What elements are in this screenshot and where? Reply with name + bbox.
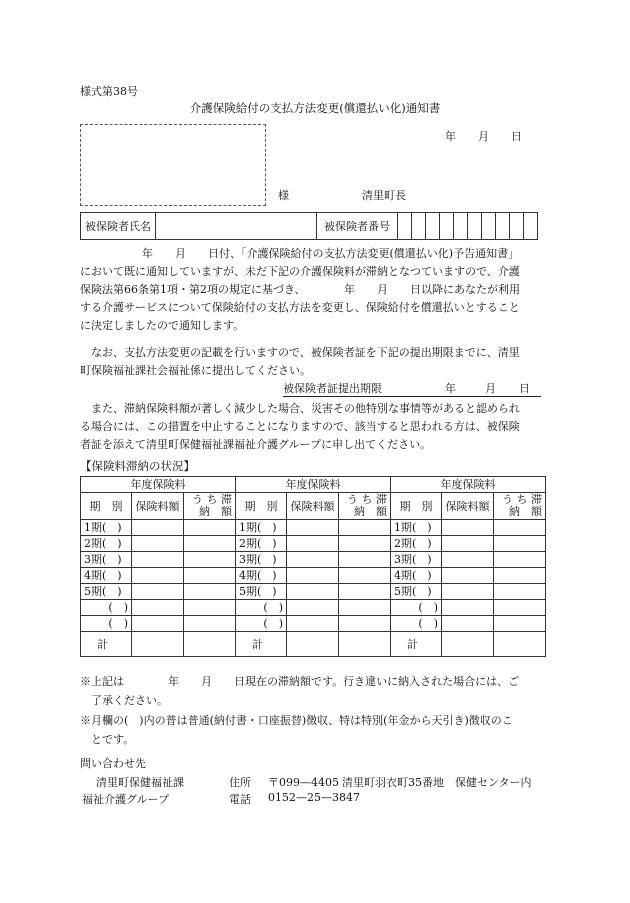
issuer: 清里町長 bbox=[362, 189, 406, 202]
insured-number-box bbox=[398, 213, 412, 240]
premium-amount-cell bbox=[132, 616, 184, 632]
arrears-status-heading: 【保険料滞納の状況】 bbox=[80, 459, 195, 473]
arrears-table bbox=[80, 476, 546, 657]
contact-row-address bbox=[82, 774, 552, 790]
premium-amount-cell bbox=[132, 536, 184, 552]
contact-phone-label: 電話 bbox=[229, 793, 251, 806]
period-cell: 5期( ) bbox=[81, 584, 132, 600]
total-label: 計 bbox=[391, 632, 442, 657]
total-amount-cell bbox=[132, 632, 184, 657]
total-label: 計 bbox=[236, 632, 287, 657]
total-label: 計 bbox=[81, 632, 132, 657]
contact-address-label: 住所 bbox=[229, 776, 251, 789]
fiscal-year-premium-header: 年度保険料 bbox=[391, 477, 546, 493]
arrears-row bbox=[81, 536, 546, 552]
premium-amount-cell bbox=[442, 520, 494, 536]
premium-amount-cell bbox=[442, 568, 494, 584]
unpaid-amount-cell bbox=[184, 616, 236, 632]
submission-deadline bbox=[283, 380, 530, 396]
unpaid-amount-header bbox=[184, 493, 236, 520]
unpaid-amount-cell bbox=[339, 536, 391, 552]
unpaid-amount-cell bbox=[494, 520, 546, 536]
unpaid-header-line-2: 納 額 bbox=[354, 505, 387, 518]
fiscal-year-premium-header: 年度保険料 bbox=[236, 477, 391, 493]
insured-number-box bbox=[426, 213, 440, 240]
contact-phone: 0152—25—3847 bbox=[268, 791, 360, 804]
period-cell: 2期( ) bbox=[236, 536, 287, 552]
form-number: 様式第38号 bbox=[80, 85, 138, 98]
period-cell: 1期( ) bbox=[236, 520, 287, 536]
note-1-line-1: ※上記は 年 月 日現在の滞納額です。行き違いに納入された場合には、ご bbox=[80, 675, 520, 688]
paragraph-line: に決定しましたので通知します。 bbox=[80, 319, 245, 332]
arrears-row bbox=[81, 600, 546, 616]
paragraph-1 bbox=[80, 245, 552, 335]
unpaid-amount-cell bbox=[494, 536, 546, 552]
premium-amount-cell bbox=[287, 536, 339, 552]
period-cell: 5期( ) bbox=[391, 584, 442, 600]
unpaid-amount-cell bbox=[494, 568, 546, 584]
premium-amount-cell bbox=[287, 520, 339, 536]
period-cell: 5期( ) bbox=[236, 584, 287, 600]
premium-amount-header: 保険料額 bbox=[442, 493, 494, 520]
paragraph-line: なお、支払方法変更の記載を行いますので、被保険者証を下記の提出期限までに、清里 bbox=[91, 346, 520, 359]
note-2-line-2: とです。 bbox=[91, 733, 135, 746]
addressee-suffix: 様 bbox=[278, 189, 289, 202]
unpaid-header-line-2: 納 額 bbox=[509, 505, 542, 518]
premium-amount-cell bbox=[132, 584, 184, 600]
insured-number-box bbox=[524, 213, 538, 240]
issue-date-year: 年 bbox=[445, 130, 456, 143]
unpaid-amount-header-text bbox=[494, 494, 545, 518]
total-unpaid-cell bbox=[494, 632, 546, 657]
premium-amount-cell bbox=[287, 568, 339, 584]
deadline-year: 年 bbox=[445, 382, 456, 395]
period-cell: 3期( ) bbox=[81, 552, 132, 568]
contact-department: 清里町保健福祉課 bbox=[96, 776, 184, 789]
unpaid-amount-cell bbox=[339, 616, 391, 632]
paragraph-line: 年 月 日付、「介護保険給付の支払方法変更(償還払い化)予告通知書」 bbox=[142, 247, 520, 260]
paragraph-line: する介護サービスについて保険給付の支払方法を変更し、保険給付を償還払いとすること bbox=[80, 301, 520, 314]
premium-amount-cell bbox=[287, 584, 339, 600]
period-cell: 1期( ) bbox=[81, 520, 132, 536]
period-header: 期 別 bbox=[81, 493, 132, 520]
total-amount-cell bbox=[442, 632, 494, 657]
premium-amount-cell bbox=[132, 552, 184, 568]
deadline-month: 月 bbox=[485, 382, 496, 395]
arrears-row bbox=[81, 520, 546, 536]
issue-date-day: 日 bbox=[511, 130, 522, 143]
arrears-column-header-row bbox=[81, 493, 546, 520]
unpaid-amount-header-text bbox=[339, 494, 390, 518]
insured-number-label: 被保険者番号 bbox=[317, 213, 398, 240]
total-amount-cell bbox=[287, 632, 339, 657]
unpaid-amount-cell bbox=[184, 552, 236, 568]
premium-amount-cell bbox=[442, 584, 494, 600]
unpaid-amount-cell bbox=[339, 600, 391, 616]
arrears-total-row bbox=[81, 632, 546, 657]
premium-amount-cell bbox=[287, 552, 339, 568]
premium-amount-cell bbox=[442, 600, 494, 616]
note-2-line-1: ※月欄の( )内の普は普通(納付書・口座振替)徴収、特は特別(年金から天引き)徴収のこ bbox=[80, 714, 513, 727]
unpaid-amount-cell bbox=[339, 568, 391, 584]
contact-postal-code: 〒099—4405 bbox=[268, 776, 339, 789]
period-cell: ( ) bbox=[391, 600, 442, 616]
unpaid-amount-header bbox=[339, 493, 391, 520]
unpaid-header-line-1: う ち 滞 bbox=[347, 493, 387, 506]
premium-amount-cell bbox=[132, 600, 184, 616]
period-cell: ( ) bbox=[236, 600, 287, 616]
premium-amount-header: 保険料額 bbox=[287, 493, 339, 520]
contact-group: 福祉介護グループ bbox=[82, 793, 170, 806]
period-cell: 4期( ) bbox=[81, 568, 132, 584]
document-title: 介護保険給付の支払方法変更(償還払い化)通知書 bbox=[189, 101, 441, 115]
total-unpaid-cell bbox=[184, 632, 236, 657]
note-1-line-2: 了承ください。 bbox=[91, 694, 168, 707]
unpaid-amount-cell bbox=[339, 520, 391, 536]
deadline-label: 被保険者証提出期限 bbox=[283, 382, 382, 395]
insured-name-field bbox=[156, 213, 317, 240]
unpaid-amount-cell bbox=[184, 520, 236, 536]
insured-number-box bbox=[412, 213, 426, 240]
period-cell: 2期( ) bbox=[81, 536, 132, 552]
period-header: 期 別 bbox=[391, 493, 442, 520]
period-header: 期 別 bbox=[236, 493, 287, 520]
note-1 bbox=[80, 672, 519, 710]
unpaid-amount-cell bbox=[494, 616, 546, 632]
period-cell: 1期( ) bbox=[391, 520, 442, 536]
insured-number-box bbox=[440, 213, 454, 240]
unpaid-amount-cell bbox=[184, 568, 236, 584]
unpaid-amount-cell bbox=[339, 552, 391, 568]
paragraph-line: において既に通知していますが、未だ下記の介護保険料が滞納となつていますので、介護 bbox=[80, 265, 520, 278]
period-cell: 2期( ) bbox=[391, 536, 442, 552]
insured-number-box bbox=[468, 213, 482, 240]
contact-title: 問い合わせ先 bbox=[80, 757, 146, 770]
paragraph-line: る場合には、この措置を中止することになりますので、該当すると思われる方は、被保険 bbox=[80, 420, 520, 433]
unpaid-amount-header bbox=[494, 493, 546, 520]
contact-row-phone bbox=[82, 791, 552, 807]
premium-amount-cell bbox=[287, 616, 339, 632]
insured-number-box bbox=[454, 213, 468, 240]
period-cell: 3期( ) bbox=[236, 552, 287, 568]
period-cell: 3期( ) bbox=[391, 552, 442, 568]
insured-number-box bbox=[496, 213, 510, 240]
unpaid-amount-cell bbox=[184, 584, 236, 600]
unpaid-amount-header-text bbox=[184, 494, 235, 518]
period-cell: ( ) bbox=[81, 600, 132, 616]
period-cell: 4期( ) bbox=[391, 568, 442, 584]
period-cell: 4期( ) bbox=[236, 568, 287, 584]
issue-date-month: 月 bbox=[478, 130, 489, 143]
insured-number-box bbox=[482, 213, 496, 240]
unpaid-amount-cell bbox=[184, 536, 236, 552]
total-unpaid-cell bbox=[339, 632, 391, 657]
premium-amount-cell bbox=[132, 568, 184, 584]
unpaid-amount-cell bbox=[494, 584, 546, 600]
unpaid-header-line-2: 納 額 bbox=[199, 505, 232, 518]
unpaid-header-line-1: う ち 滞 bbox=[502, 493, 542, 506]
unpaid-header-line-1: う ち 滞 bbox=[192, 493, 232, 506]
premium-amount-cell bbox=[442, 536, 494, 552]
fiscal-year-premium-header: 年度保険料 bbox=[81, 477, 236, 493]
arrears-row bbox=[81, 568, 546, 584]
premium-amount-cell bbox=[442, 552, 494, 568]
premium-amount-cell bbox=[132, 520, 184, 536]
period-cell: ( ) bbox=[236, 616, 287, 632]
premium-amount-cell bbox=[442, 616, 494, 632]
paragraph-line: 町保険福祉課社会福祉係に提出してください。 bbox=[80, 364, 311, 377]
paragraph-line: 者証を添えて清里町保健福祉課福祉介護グループに申し出てください。 bbox=[80, 438, 432, 451]
arrears-row bbox=[81, 616, 546, 632]
paragraph-2 bbox=[80, 344, 552, 380]
insured-number-box bbox=[510, 213, 524, 240]
insured-info-table bbox=[80, 212, 538, 240]
arrears-row bbox=[81, 584, 546, 600]
contact-address: 清里町羽衣町35番地 保健センター内 bbox=[342, 776, 532, 789]
deadline-day: 日 bbox=[519, 382, 530, 395]
paragraph-3 bbox=[80, 400, 552, 454]
paragraph-line: 保険法第66条第1項・第2項の規定に基づき、 年 月 日以降にあなたが利用 bbox=[80, 283, 521, 296]
unpaid-amount-cell bbox=[184, 600, 236, 616]
paragraph-line: また、滞納保険料額が著しく減少した場合、災害その他特別な事情等があると認められ bbox=[91, 402, 520, 415]
unpaid-amount-cell bbox=[494, 552, 546, 568]
arrears-row bbox=[81, 552, 546, 568]
premium-amount-header: 保険料額 bbox=[132, 493, 184, 520]
unpaid-amount-cell bbox=[494, 600, 546, 616]
period-cell: ( ) bbox=[81, 616, 132, 632]
arrears-group-header-row bbox=[81, 477, 546, 493]
deadline-underline bbox=[283, 396, 541, 397]
addressee-box bbox=[80, 124, 266, 206]
premium-amount-cell bbox=[287, 600, 339, 616]
insured-name-label: 被保険者氏名 bbox=[81, 213, 156, 240]
note-2 bbox=[80, 711, 513, 749]
unpaid-amount-cell bbox=[339, 584, 391, 600]
period-cell: ( ) bbox=[391, 616, 442, 632]
